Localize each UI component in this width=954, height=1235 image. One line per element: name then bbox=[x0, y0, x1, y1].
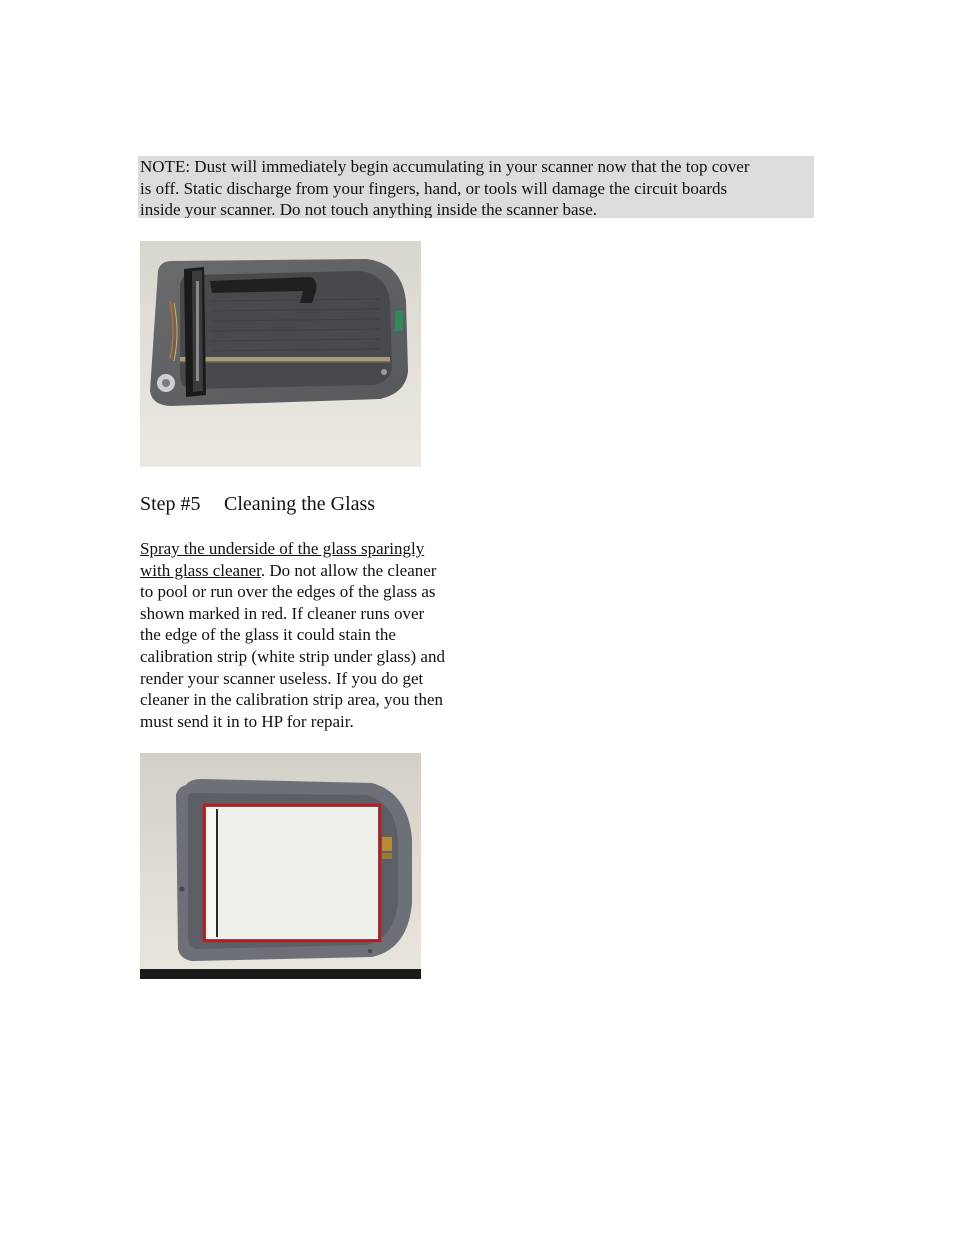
instruction-line-8: cleaner in the calibration strip area, you then bbox=[140, 690, 444, 710]
step-number: Step #5 bbox=[140, 493, 201, 515]
instruction-line-4: shown marked in red. If cleaner runs over bbox=[140, 603, 425, 623]
note-box bbox=[138, 156, 814, 218]
scanner-base-photo bbox=[140, 241, 421, 467]
instruction-line-2-rest: . Do not allow the cleaner bbox=[260, 560, 437, 580]
instruction-line-3: to pool or run over the edges of the glass as bbox=[140, 582, 436, 602]
note-line-2: is off. Static discharge from your fingers, hand, or tools will damage the circuit boards bbox=[140, 178, 728, 198]
instruction-line-2-underlined: with glass cleaner bbox=[140, 560, 261, 580]
instruction-line-1: Spray the underside of the glass sparingly bbox=[140, 539, 425, 558]
scanner-glass-photo bbox=[140, 753, 421, 979]
instruction-line-5: the edge of the glass it could stain the bbox=[140, 625, 396, 645]
note-line-1: NOTE: Dust will immediately begin accumulating in your scanner now that the top cover bbox=[140, 157, 750, 176]
instruction-line-6: calibration strip (white strip under glass) and bbox=[140, 646, 445, 666]
instruction-paragraph bbox=[140, 538, 490, 732]
note-line-3: inside your scanner. Do not touch anything inside the scanner base. bbox=[140, 200, 597, 218]
step-heading bbox=[140, 491, 375, 517]
instruction-line-7: render your scanner useless. If you do get bbox=[140, 668, 424, 688]
instruction-line-2 bbox=[140, 560, 490, 582]
step-title: Cleaning the Glass bbox=[224, 493, 376, 515]
instruction-line-9: must send it in to HP for repair. bbox=[140, 711, 354, 731]
